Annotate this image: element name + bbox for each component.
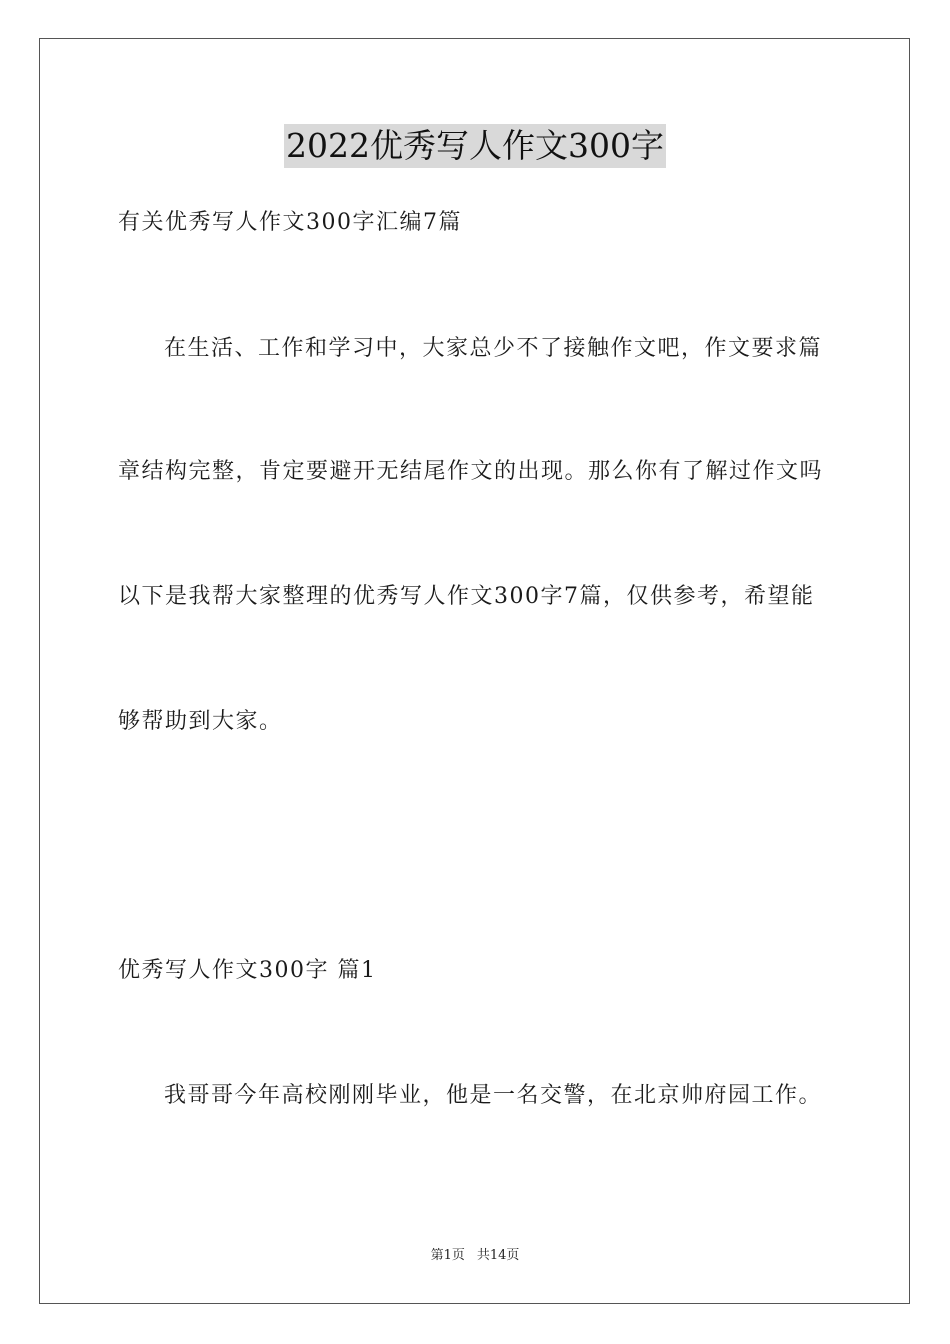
intro-line-4: 够帮助到大家。: [118, 709, 283, 734]
page-total: 共14页: [476, 1248, 520, 1263]
document-subtitle: 有关优秀写人作文300字汇编7篇: [118, 210, 462, 235]
intro-line-3: 以下是我帮大家整理的优秀写人作文300字7篇，仅供参考，希望能: [118, 584, 815, 609]
intro-line-1: 在生活、工作和学习中，大家总少不了接触作文吧，作文要求篇: [164, 336, 823, 361]
title-container: [0, 124, 950, 168]
section-heading: 优秀写人作文300字 篇1: [118, 958, 377, 983]
page-footer: [0, 1247, 950, 1265]
document-title: 2022优秀写人作文300字: [284, 124, 666, 168]
page-current: 第1页: [430, 1248, 465, 1263]
section-first-line: 我哥哥今年高校刚刚毕业，他是一名交警，在北京帅府园工作。: [164, 1083, 823, 1108]
intro-line-2: 章结构完整，肯定要避开无结尾作文的出现。那么你有了解过作文吗: [118, 459, 824, 484]
